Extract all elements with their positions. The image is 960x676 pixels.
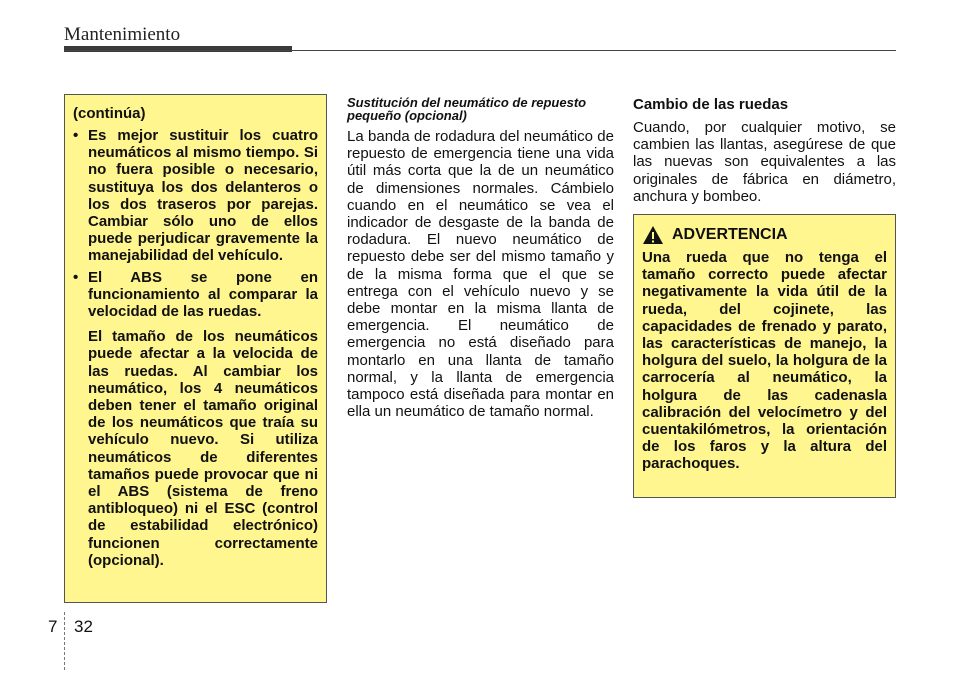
bullet-item	[73, 269, 318, 321]
page-number: 32	[74, 617, 93, 636]
warning-title: ADVERTENCIA	[672, 226, 788, 243]
warning-box	[633, 214, 896, 498]
wheel-change-heading: Cambio de las ruedas	[633, 96, 789, 113]
wheel-change-section	[633, 96, 896, 205]
footer-divider	[64, 612, 65, 670]
header-accent-bar	[64, 46, 292, 52]
page-header-title: Mantenimiento	[64, 24, 181, 45]
caution-bullet-list	[73, 127, 318, 320]
wheel-change-body: Cuando, por cualquier motivo, se cambien las llantas, asegúrese de que las nuevas son equivalentes a las originales de fábrica en diámetro, anchura y bombeo.	[633, 119, 896, 205]
header-rule	[64, 50, 896, 51]
spare-tire-section	[347, 96, 614, 420]
continued-label: (continúa)	[73, 105, 146, 122]
bullet-dot: •	[73, 268, 79, 286]
bullet-item	[73, 127, 318, 265]
caution-continued-box	[64, 94, 327, 603]
spare-tire-heading: Sustitución del neumático de repuesto pequeño (opcional)	[347, 95, 587, 123]
bullet-text: El ABS se pone en funcionamiento al comparar la velocidad de las ruedas.	[88, 268, 318, 321]
spare-tire-body: La banda de rodadura del neumático de repuesto de emergencia tiene una vida útil más corta que la de un neumático de dimensiones normales. Cámbielo cuando en el neumático se vea el indicador de desgaste de la banda de rodadura. El nuevo neumático de repuesto debe ser del mismo tamaño y de la misma forma que el que se entrega con el vehículo nuevo y se debe montar en la misma llanta de emergencia. El neumático de emergencia no está diseñado para montarlo en una llanta de tamaño normal, y la llanta de emergencia tampoco está diseñada para montar en ella un neumático de tamaño normal.	[347, 128, 614, 421]
tire-size-paragraph: El tamaño de los neumáticos puede afectar a la velocida de las ruedas. Al cambiar los neumático, los 4 neumáticos deben tener el tamaño original de los neumáticos que traía su vehículo nuevo. Si utiliza neumáticos de diferentes tamaños puede provocar que ni el ABS (sistema de freno antibloqueo) ni el ESC (control de estabilidad electrónico) funcionen correctamente (opcional).	[88, 328, 318, 569]
section-number: 7	[48, 617, 58, 636]
warning-body: Una rueda que no tenga el tamaño correcto puede afectar negativamente la vida útil de la rueda, del cojinete, las capacidades de frenado y parato, las características de manejo, la holgura del suelo, la holgura de la carrocería al neumático, la holgura de las cadenasla calibración del velocímetro y del cuentakilómetros, la orientación de los faros y la altura del parachoques.	[642, 249, 887, 473]
warning-header	[642, 225, 887, 245]
bullet-dot: •	[73, 127, 79, 144]
warning-triangle-icon	[642, 225, 664, 245]
bullet-text: Es mejor sustituir los cuatro neumáticos al mismo tiempo. Si no fuera posible o necesario, sustituya los dos delanteros o los dos traseros por parejas. Cambiar sólo uno de ellos puede perjudicar gravemente la manejabilidad del vehículo.	[88, 127, 318, 265]
